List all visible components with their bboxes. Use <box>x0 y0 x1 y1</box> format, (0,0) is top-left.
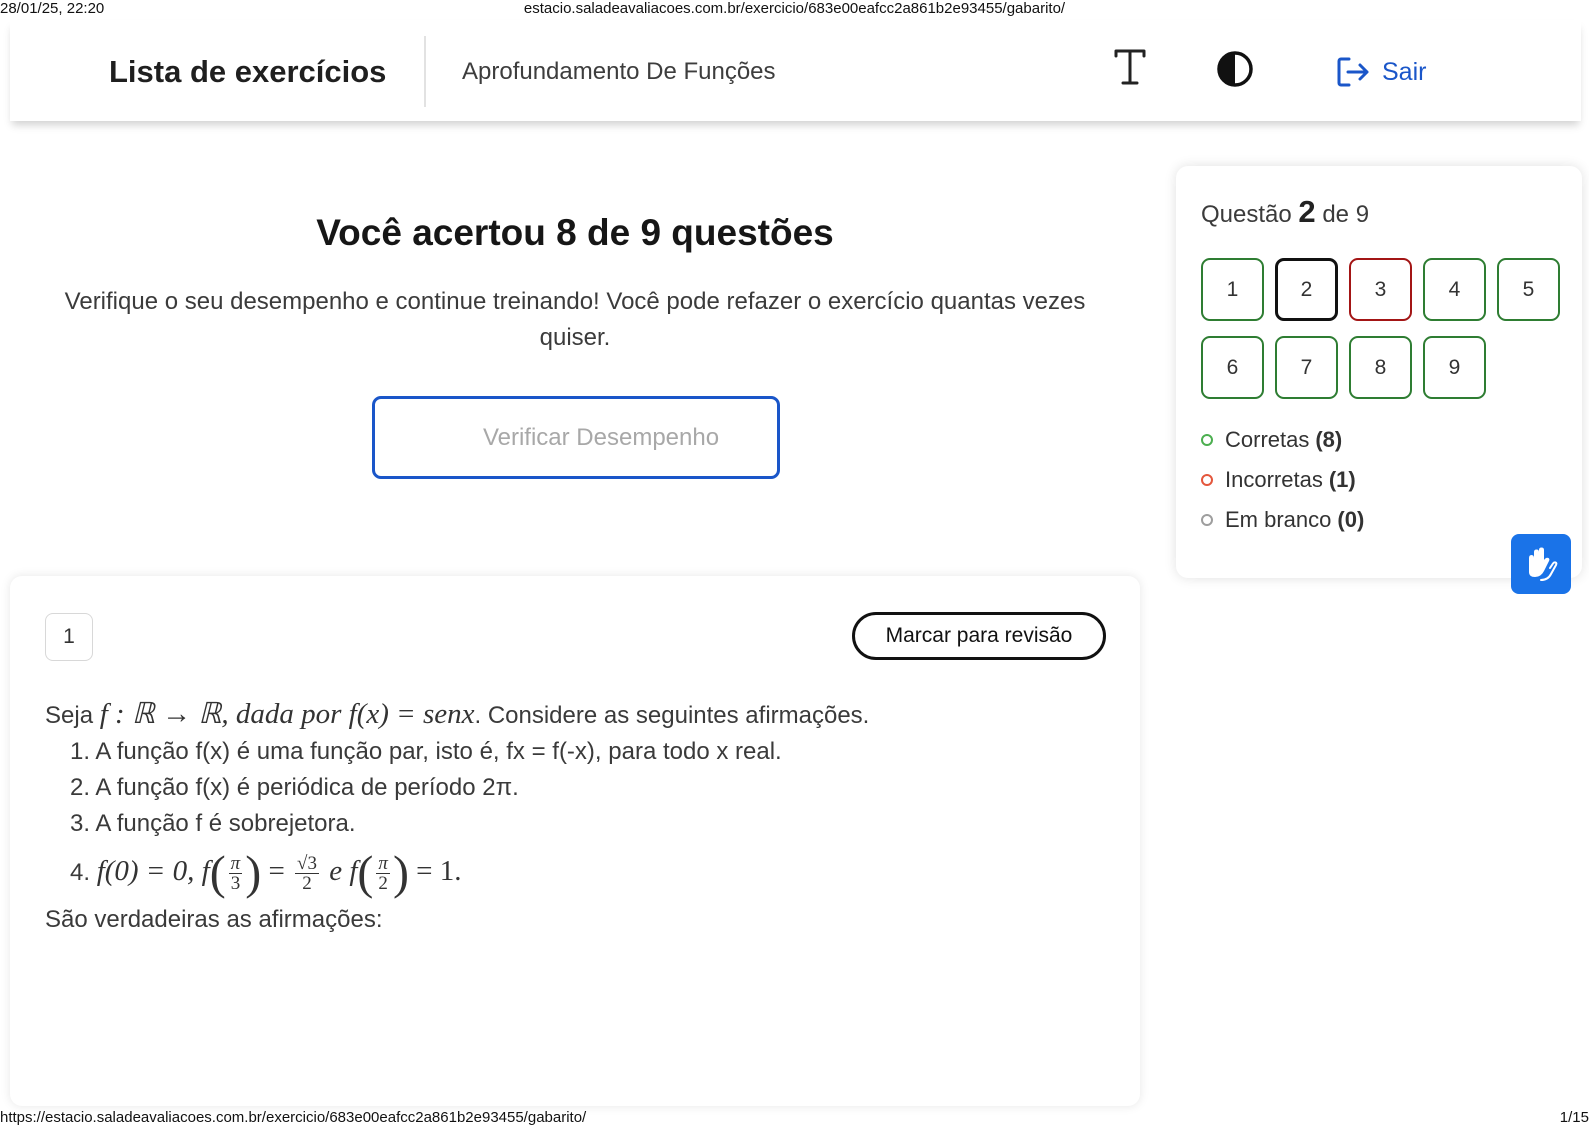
question-button-3[interactable]: 3 <box>1349 258 1412 321</box>
statements-list <box>70 734 1105 900</box>
logout-icon <box>1336 56 1370 88</box>
print-date: 28/01/25, 22:20 <box>0 0 105 17</box>
question-button-8[interactable]: 8 <box>1349 336 1412 399</box>
intro-math: f : ℝ → ℝ, dada por f(x) = senx <box>99 698 475 730</box>
incorrect-status-dot <box>1201 474 1213 486</box>
item4-math: f(0) = 0, f( $\frac{\pi}{3}$ ) = $\frac{√3}{2}$ e f( $\frac{\pi}{2}$ ) = 1. <box>96 846 462 900</box>
print-header <box>0 0 1589 18</box>
print-footer-url: https://estacio.saladeavaliacoes.com.br/exercicio/683e00eafcc2a861b2e93455/gabarito/ <box>0 1109 587 1126</box>
question-button-4[interactable]: 4 <box>1423 258 1486 321</box>
question-button-2[interactable]: 2 <box>1275 258 1338 321</box>
navigator-total: de 9 <box>1322 201 1370 228</box>
legend-correct: Corretas (8) <box>1201 420 1364 460</box>
question-button-1[interactable]: 1 <box>1201 258 1264 321</box>
question-button-6[interactable]: 6 <box>1201 336 1264 399</box>
verify-performance-button[interactable]: Verificar Desempenho <box>372 396 780 479</box>
statement-item: 3. A função f é sobrejetora. <box>70 810 356 837</box>
item4-label: 4. <box>70 859 91 886</box>
result-section <box>10 150 1140 550</box>
legend-incorrect: Incorretas (1) <box>1201 460 1364 500</box>
print-footer <box>0 1108 1589 1130</box>
navigator-label: Questão <box>1201 201 1292 228</box>
correct-status-dot <box>1201 434 1213 446</box>
print-page-number: 1/15 <box>1559 1109 1589 1126</box>
statement-item-4 <box>70 842 1105 900</box>
text-size-icon[interactable] <box>1112 46 1148 90</box>
result-title: Você acertou 8 de 9 questões <box>316 212 834 253</box>
question-button-9[interactable]: 9 <box>1423 336 1486 399</box>
navigator-heading <box>1201 194 1369 230</box>
question-intro <box>45 694 1105 734</box>
statement-item: 2. A função f(x) é periódica de período 2π. <box>70 774 519 801</box>
question-navigator <box>1176 166 1582 578</box>
intro-suffix: . Considere as seguintes afirmações. <box>474 702 870 729</box>
statement-item: 1. A função f(x) é uma função par, isto é, fx = f(-x), para todo x real. <box>70 738 782 765</box>
logout-button[interactable] <box>1336 54 1426 90</box>
header-divider <box>424 36 426 107</box>
print-url: estacio.saladeavaliacoes.com.br/exercicio/683e00eafcc2a861b2e93455/gabarito/ <box>523 0 1066 17</box>
question-number: 1 <box>45 613 93 661</box>
question-footer: São verdadeiras as afirmações: <box>45 906 383 933</box>
mark-for-review-button[interactable]: Marcar para revisão <box>852 612 1106 660</box>
result-description: Verifique o seu desempenho e continue treinando! Você pode refazer o exercício quantas vezes quiser. <box>64 288 1086 351</box>
logout-label: Sair <box>1382 57 1427 86</box>
status-legend <box>1201 420 1364 540</box>
question-button-5[interactable]: 5 <box>1497 258 1560 321</box>
intro-prefix: Seja <box>45 702 100 729</box>
blank-status-dot <box>1201 514 1213 526</box>
app-title: Lista de exercícios <box>109 54 387 89</box>
current-question-number: 2 <box>1298 194 1316 229</box>
contrast-icon[interactable] <box>1216 50 1254 88</box>
question-card <box>10 576 1140 1106</box>
question-text <box>45 694 1105 940</box>
legend-blank: Em branco (0) <box>1201 500 1364 540</box>
subject-title: Aprofundamento De Funções <box>462 58 776 85</box>
app-header <box>10 20 1581 121</box>
question-button-7[interactable]: 7 <box>1275 336 1338 399</box>
sign-language-hands-icon[interactable] <box>1511 534 1571 594</box>
